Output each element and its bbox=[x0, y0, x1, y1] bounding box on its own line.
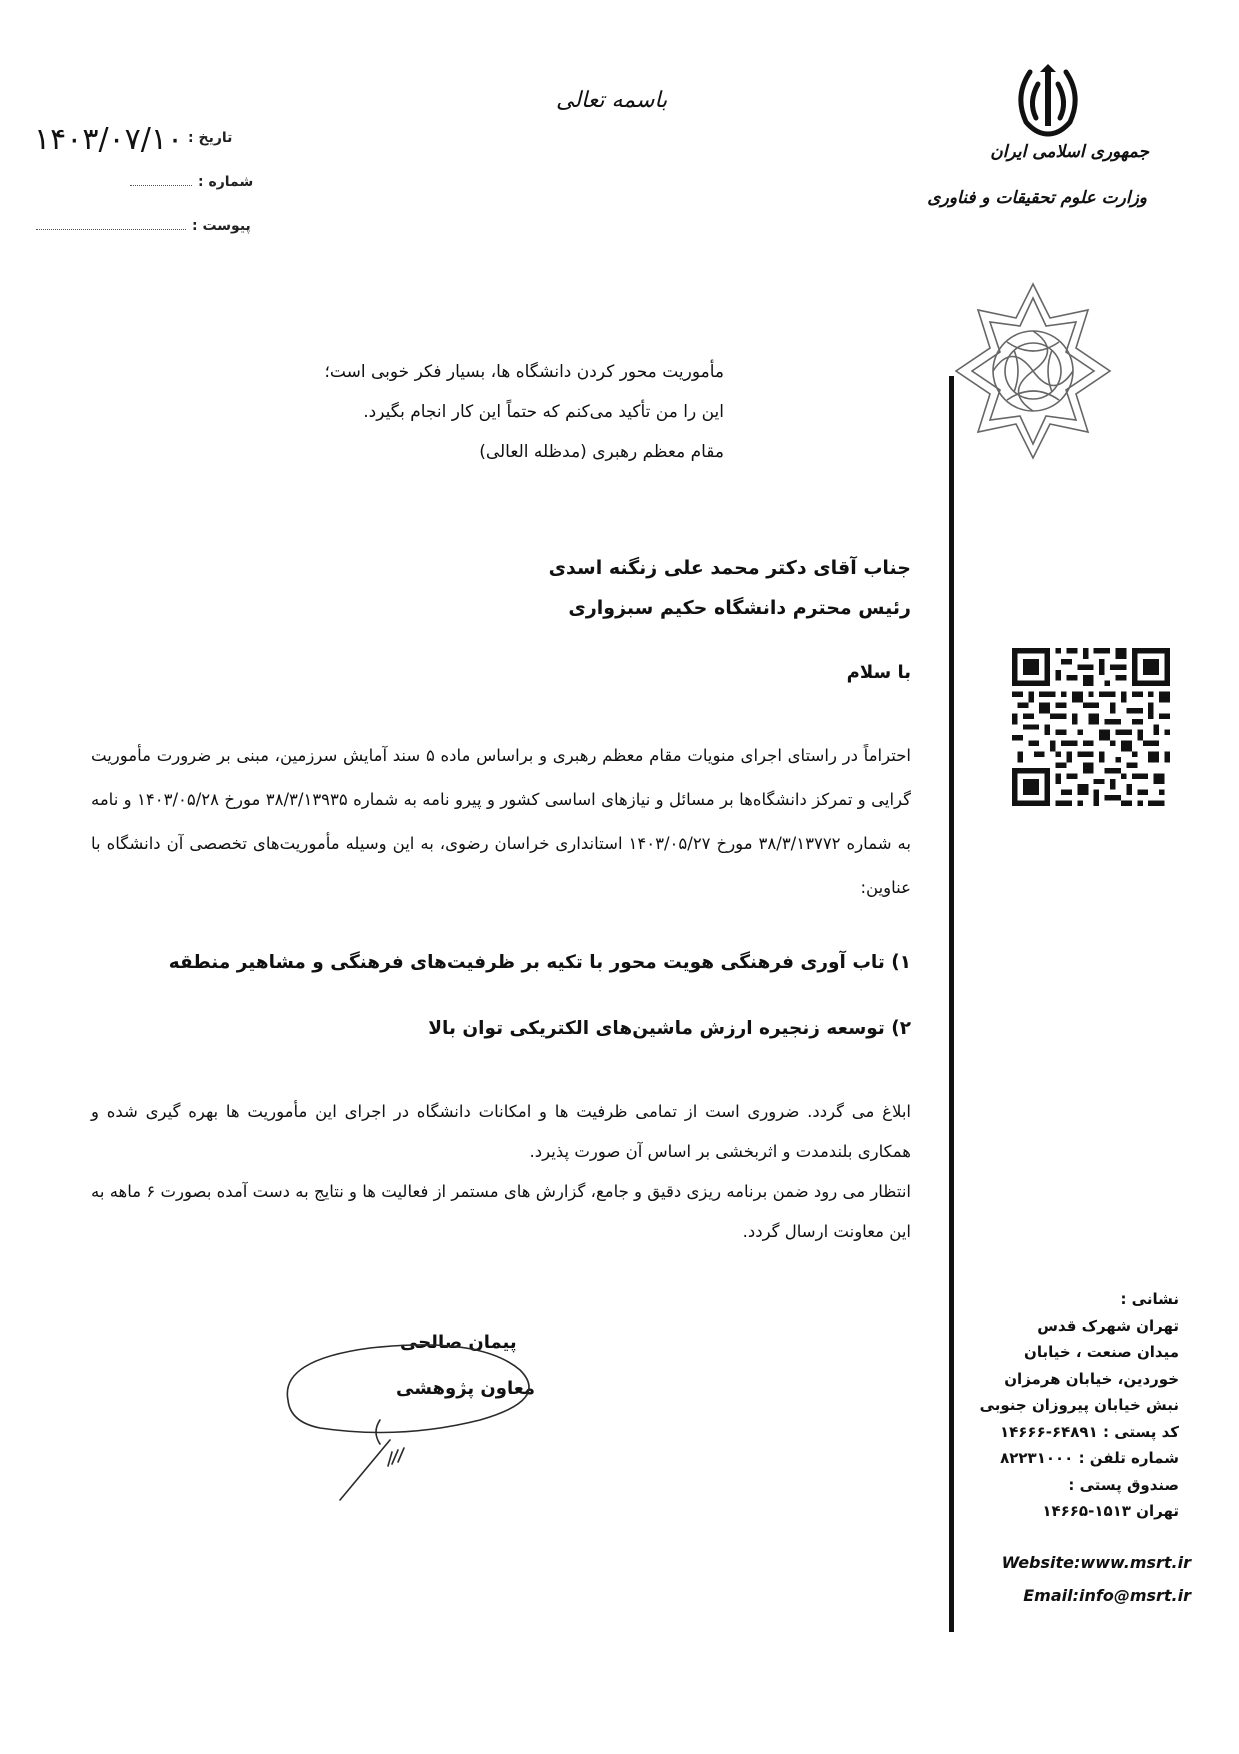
signer-title: معاون پژوهشی bbox=[396, 1378, 536, 1399]
ornament-icon bbox=[952, 280, 1114, 462]
org-line-2: وزارت علوم تحقیقات و فناوری bbox=[927, 188, 1147, 208]
address-line-3: خوردین، خیابان هرمزان bbox=[1004, 1369, 1179, 1388]
po-box: تهران ۱۵۱۳-۱۴۶۶۵ bbox=[1042, 1502, 1179, 1520]
handwritten-signature-icon bbox=[280, 1340, 570, 1510]
address-line-1: تهران شهرک قدس bbox=[1037, 1316, 1179, 1335]
email-link[interactable]: Email:info@msrt.ir bbox=[1023, 1586, 1191, 1605]
closing-paragraph-2: انتظار می رود ضمن برنامه ریزی دقیق و جامع، گزارش های مستمر از فعالیت ها و نتایج به دست آمده بصورت ۶ ماهه به این معاونت ارسال گردد. bbox=[91, 1182, 912, 1241]
po-box-label: صندوق پستی : bbox=[1068, 1475, 1179, 1494]
iran-emblem-icon bbox=[1010, 62, 1086, 138]
recipient-position: رئیس محترم دانشگاه حکیم سبزواری bbox=[568, 597, 911, 619]
mission-item-2: ۲) توسعه زنجیره ارزش ماشین‌های الکتریکی توان بالا bbox=[428, 1018, 911, 1039]
address-label: نشانی : bbox=[1120, 1290, 1179, 1308]
number-dots bbox=[130, 184, 192, 186]
quote-attribution: مقام معظم رهبری (مدظله العالی) bbox=[479, 442, 724, 462]
attachment-row bbox=[36, 218, 251, 234]
qr-code-icon bbox=[1012, 648, 1170, 806]
salutation: با سلام bbox=[846, 662, 911, 683]
postal-code: کد پستی : ۶۴۸۹۱-۱۴۶۶۶ bbox=[999, 1422, 1179, 1441]
website-link[interactable]: Website:www.msrt.ir bbox=[1001, 1553, 1191, 1572]
attachment-label: پیوست : bbox=[192, 218, 251, 234]
recipient-name: جناب آقای دکتر محمد علی زنگنه اسدی bbox=[548, 557, 911, 579]
number-label: شماره : bbox=[198, 174, 254, 190]
address-line-4: نبش خیابان پیروزان جنوبی bbox=[979, 1396, 1179, 1414]
quote-line-1: مأموریت محور کردن دانشگاه ها، بسیار فکر خوبی است؛ bbox=[324, 362, 724, 382]
date-value: ۱۴۰۳/۰۷/۱۰ bbox=[34, 122, 184, 157]
closing-text bbox=[91, 1092, 911, 1252]
invocation-text: باسمه تعالی bbox=[556, 88, 668, 113]
org-line-1: جمهوری اسلامی ایران bbox=[990, 142, 1149, 162]
attachment-dots bbox=[36, 228, 186, 230]
mission-item-1: ۱) تاب آوری فرهنگی هویت محور با تکیه بر ظرفیت‌های فرهنگی و مشاهیر منطقه bbox=[168, 952, 911, 973]
number-row bbox=[130, 174, 253, 190]
date-label: تاریخ : bbox=[188, 130, 233, 146]
signer-name: پیمان صالحی bbox=[400, 1332, 517, 1353]
address-line-2: میدان صنعت ، خیابان bbox=[1024, 1343, 1179, 1361]
contact-address bbox=[959, 1286, 1179, 1525]
phone-number: شماره تلفن : ۸۲۲۳۱۰۰۰ bbox=[1000, 1449, 1179, 1467]
margin-rule bbox=[949, 376, 954, 1632]
closing-paragraph-1: ابلاغ می گردد. ضروری است از تمامی ظرفیت ها و امکانات دانشگاه در اجرای این مأموریت ها بهره گیری شده و همکاری بلندمدت و اثربخشی بر اساس آن صورت پذیرد. bbox=[91, 1102, 911, 1161]
recipient-block bbox=[211, 548, 911, 628]
leader-quote bbox=[204, 352, 724, 472]
quote-line-2: این را من تأکید می‌کنم که حتماً این کار انجام بگیرد. bbox=[363, 402, 724, 422]
body-paragraph: احتراماً در راستای اجرای منویات مقام معظم رهبری و براساس ماده ۵ سند آمایش سرزمین، مبنی بر ضرورت مأموریت گرایی و تمرکز دانشگاه‌ها بر مسائل و نیازهای اساسی کشور و پیرو نامه به شماره ۳۸/۳/۱۳۹۳۵ مورخ ۱۴۰۳/۰۵/۲۸ و نامه به شماره ۳۸/۳/۱۳۷۷۲ مورخ ۱۴۰۳/۰۵/۲۷ استانداری خراسان رضوی، به این وسیله مأموریت‌های تخصصی آن دانشگاه با عناوین: bbox=[91, 746, 912, 897]
